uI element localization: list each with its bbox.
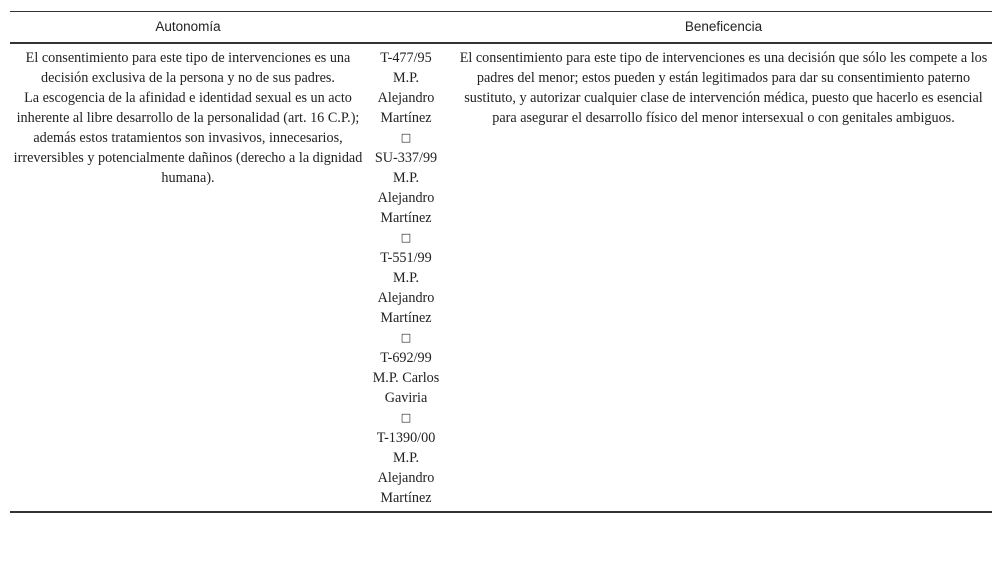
beneficencia-paragraph: El consentimiento para este tipo de intervenciones es una decisión que sólo les compete a los padres del menor; estos pueden y están legitimados para dar su consentimiento paterno sustituto, y autorizar cualquier clase de intervención médica, puesto que hacerlo es esencial para asegurar el desarrollo físico del menor intersexual o con genitales ambiguos. bbox=[459, 50, 988, 126]
comparison-table-container bbox=[10, 11, 988, 513]
beneficencia-cell bbox=[444, 43, 992, 512]
jurisprudencia-cell bbox=[368, 43, 444, 512]
case-reference: T-692/99 M.P. Carlos Gaviria bbox=[372, 350, 440, 406]
case-reference: T-477/95 M.P. Alejandro Martínez bbox=[377, 50, 435, 126]
header-beneficencia: Beneficencia bbox=[444, 12, 992, 44]
checkbox-glyph-icon: □ bbox=[400, 231, 412, 244]
checkbox-glyph-icon: □ bbox=[400, 331, 412, 344]
autonomia-cell bbox=[10, 43, 368, 512]
autonomia-paragraph: La escogencia de la afinidad e identidad sexual es un acto inherente al libre desarrollo de la personalidad (art. 16 C.P.); además estos tratamientos son invasivos, innecesarios, irreversibles y potencialmente dañinos (derecho a la dignidad humana). bbox=[13, 90, 363, 186]
case-reference: SU-337/99 M.P. Alejandro Martínez bbox=[374, 150, 438, 226]
header-middle bbox=[368, 12, 444, 44]
table-row bbox=[10, 43, 992, 512]
checkbox-glyph-icon: □ bbox=[400, 411, 412, 424]
header-row bbox=[10, 12, 992, 44]
checkbox-glyph-icon: □ bbox=[400, 131, 412, 144]
case-reference: T-1390/00 M.P. Alejandro Martínez bbox=[376, 430, 436, 506]
comparison-table bbox=[10, 11, 992, 513]
header-autonomia: Autonomía bbox=[10, 12, 368, 44]
case-reference: T-551/99 M.P. Alejandro Martínez bbox=[377, 250, 435, 326]
autonomia-paragraph: El consentimiento para este tipo de intervenciones es una decisión exclusiva de la persona y no de sus padres. bbox=[25, 50, 351, 86]
